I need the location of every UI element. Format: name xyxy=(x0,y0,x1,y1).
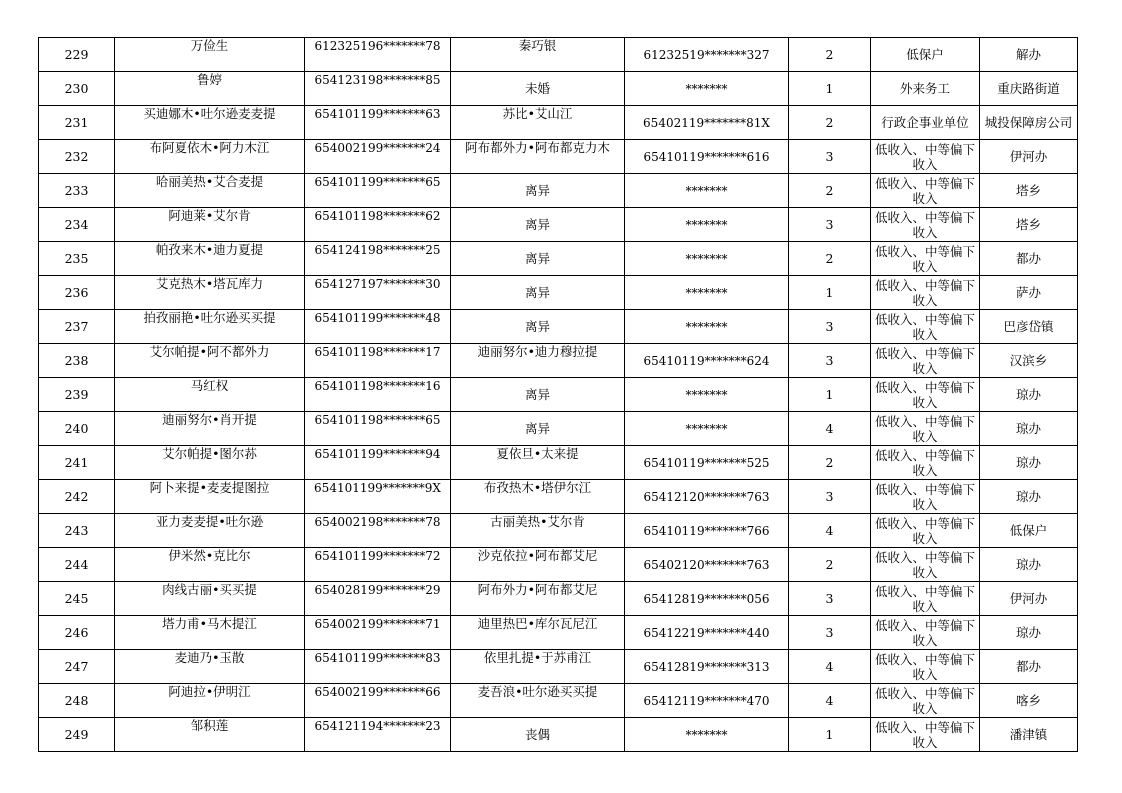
applicant-id-number: 654101199*******83 xyxy=(305,650,451,684)
spouse-id-number: 65412819*******056 xyxy=(625,582,789,616)
household-members: 3 xyxy=(789,208,871,242)
work-unit: 琼办 xyxy=(980,412,1078,446)
work-unit: 琼办 xyxy=(980,480,1078,514)
work-unit: 潘津镇 xyxy=(980,718,1078,752)
applicant-id-number: 654101198*******17 xyxy=(305,344,451,378)
applicant-id-number: 654101199*******72 xyxy=(305,548,451,582)
spouse-name: 秦巧银 xyxy=(451,38,625,72)
applicant-name: 哈丽美热•艾合麦提 xyxy=(115,174,305,208)
spouse-name: 离异 xyxy=(451,174,625,208)
row-number: 232 xyxy=(39,140,115,174)
spouse-name: 古丽美热•艾尔肯 xyxy=(451,514,625,548)
spouse-name: 夏依旦•太来提 xyxy=(451,446,625,480)
table-row xyxy=(39,106,1078,140)
work-unit: 琼办 xyxy=(980,548,1078,582)
row-number: 244 xyxy=(39,548,115,582)
spouse-id-number: ******* xyxy=(625,174,789,208)
row-number: 235 xyxy=(39,242,115,276)
household-members: 3 xyxy=(789,140,871,174)
work-unit: 巴彦岱镇 xyxy=(980,310,1078,344)
household-members: 3 xyxy=(789,344,871,378)
applicant-name: 买迪娜木•吐尔逊麦麦提 xyxy=(115,106,305,140)
household-members: 1 xyxy=(789,378,871,412)
household-members: 4 xyxy=(789,684,871,718)
applicant-name: 艾尔帕提•图尔荪 xyxy=(115,446,305,480)
spouse-id-number: 65410119*******624 xyxy=(625,344,789,378)
row-number: 229 xyxy=(39,38,115,72)
work-unit: 塔乡 xyxy=(980,208,1078,242)
applicant-category: 低收入、中等偏下收入 xyxy=(871,718,980,752)
table-row xyxy=(39,242,1078,276)
applicant-id-number: 654101199*******48 xyxy=(305,310,451,344)
household-members: 4 xyxy=(789,514,871,548)
applicant-category: 低收入、中等偏下收入 xyxy=(871,276,980,310)
household-members: 4 xyxy=(789,650,871,684)
applicant-id-number: 654101199*******94 xyxy=(305,446,451,480)
applicant-name: 鲁婷 xyxy=(115,72,305,106)
table-row xyxy=(39,140,1078,174)
table-row xyxy=(39,344,1078,378)
applicant-category: 低收入、中等偏下收入 xyxy=(871,310,980,344)
row-number: 240 xyxy=(39,412,115,446)
spouse-name: 依里扎提•于苏甫江 xyxy=(451,650,625,684)
spouse-id-number: 65412120*******763 xyxy=(625,480,789,514)
applicant-name: 迪丽努尔•肖开提 xyxy=(115,412,305,446)
table-row xyxy=(39,718,1078,752)
spouse-id-number: ******* xyxy=(625,72,789,106)
applicant-name: 塔力甫•马木提江 xyxy=(115,616,305,650)
applicant-category: 低收入、中等偏下收入 xyxy=(871,140,980,174)
work-unit: 喀乡 xyxy=(980,684,1078,718)
spouse-name: 离异 xyxy=(451,242,625,276)
applicant-name: 帕孜来木•迪力夏提 xyxy=(115,242,305,276)
table-row xyxy=(39,514,1078,548)
household-members: 3 xyxy=(789,616,871,650)
row-number: 243 xyxy=(39,514,115,548)
applicant-category: 行政企事业单位 xyxy=(871,106,980,140)
spouse-name: 离异 xyxy=(451,412,625,446)
applicant-id-number: 654101198*******65 xyxy=(305,412,451,446)
row-number: 238 xyxy=(39,344,115,378)
applicant-name: 万俭生 xyxy=(115,38,305,72)
spouse-name: 阿布都外力•阿布都克力木 xyxy=(451,140,625,174)
applicant-category: 低收入、中等偏下收入 xyxy=(871,684,980,718)
household-members: 2 xyxy=(789,174,871,208)
applicant-name: 麦迪乃•玉散 xyxy=(115,650,305,684)
row-number: 233 xyxy=(39,174,115,208)
applicant-category: 低收入、中等偏下收入 xyxy=(871,412,980,446)
applicant-name: 肉线古丽•买买提 xyxy=(115,582,305,616)
household-members: 1 xyxy=(789,718,871,752)
applicant-name: 马红权 xyxy=(115,378,305,412)
spouse-name: 离异 xyxy=(451,310,625,344)
work-unit: 都办 xyxy=(980,650,1078,684)
work-unit: 琼办 xyxy=(980,446,1078,480)
spouse-name: 迪里热巴•库尔瓦尼江 xyxy=(451,616,625,650)
spouse-name: 离异 xyxy=(451,208,625,242)
applicant-category: 低收入、中等偏下收入 xyxy=(871,208,980,242)
table-row xyxy=(39,582,1078,616)
work-unit: 重庆路街道 xyxy=(980,72,1078,106)
spouse-id-number: ******* xyxy=(625,718,789,752)
housing-roster-table xyxy=(38,37,1078,752)
spouse-id-number: ******* xyxy=(625,276,789,310)
household-members: 4 xyxy=(789,412,871,446)
applicant-name: 邹积莲 xyxy=(115,718,305,752)
applicant-category: 外来务工 xyxy=(871,72,980,106)
applicant-id-number: 654002198*******78 xyxy=(305,514,451,548)
household-members: 2 xyxy=(789,548,871,582)
spouse-name: 苏比•艾山江 xyxy=(451,106,625,140)
spouse-id-number: 65410119*******766 xyxy=(625,514,789,548)
applicant-category: 低收入、中等偏下收入 xyxy=(871,514,980,548)
work-unit: 低保户 xyxy=(980,514,1078,548)
applicant-name: 阿迪莱•艾尔肯 xyxy=(115,208,305,242)
spouse-id-number: 65412219*******440 xyxy=(625,616,789,650)
applicant-name: 布阿夏依木•阿力木江 xyxy=(115,140,305,174)
applicant-category: 低收入、中等偏下收入 xyxy=(871,616,980,650)
row-number: 236 xyxy=(39,276,115,310)
applicant-id-number: 654101199*******65 xyxy=(305,174,451,208)
row-number: 237 xyxy=(39,310,115,344)
work-unit: 都办 xyxy=(980,242,1078,276)
row-number: 241 xyxy=(39,446,115,480)
applicant-id-number: 654002199*******24 xyxy=(305,140,451,174)
work-unit: 琼办 xyxy=(980,616,1078,650)
spouse-id-number: 65410119*******616 xyxy=(625,140,789,174)
applicant-id-number: 654101198*******16 xyxy=(305,378,451,412)
spouse-id-number: 65410119*******525 xyxy=(625,446,789,480)
spouse-id-number: ******* xyxy=(625,242,789,276)
applicant-category: 低收入、中等偏下收入 xyxy=(871,480,980,514)
applicant-name: 艾克热木•塔瓦库力 xyxy=(115,276,305,310)
spouse-id-number: ******* xyxy=(625,378,789,412)
spouse-id-number: 65402120*******763 xyxy=(625,548,789,582)
applicant-id-number: 654028199*******29 xyxy=(305,582,451,616)
table-row xyxy=(39,38,1078,72)
work-unit: 城投保障房公司 xyxy=(980,106,1078,140)
applicant-id-number: 654101198*******62 xyxy=(305,208,451,242)
work-unit: 伊河办 xyxy=(980,582,1078,616)
table-row xyxy=(39,616,1078,650)
household-members: 3 xyxy=(789,480,871,514)
applicant-name: 伊米然•克比尔 xyxy=(115,548,305,582)
applicant-category: 低收入、中等偏下收入 xyxy=(871,378,980,412)
table-row xyxy=(39,548,1078,582)
spouse-id-number: 65412819*******313 xyxy=(625,650,789,684)
applicant-name: 艾尔帕提•阿不都外力 xyxy=(115,344,305,378)
household-members: 2 xyxy=(789,446,871,480)
applicant-id-number: 654121194*******23 xyxy=(305,718,451,752)
table-row xyxy=(39,480,1078,514)
row-number: 242 xyxy=(39,480,115,514)
applicant-id-number: 654002199*******71 xyxy=(305,616,451,650)
household-members: 3 xyxy=(789,582,871,616)
table-row xyxy=(39,72,1078,106)
work-unit: 伊河办 xyxy=(980,140,1078,174)
row-number: 249 xyxy=(39,718,115,752)
applicant-name: 阿卜来提•麦麦提图拉 xyxy=(115,480,305,514)
work-unit: 汉滨乡 xyxy=(980,344,1078,378)
row-number: 248 xyxy=(39,684,115,718)
row-number: 234 xyxy=(39,208,115,242)
applicant-category: 低收入、中等偏下收入 xyxy=(871,650,980,684)
table-row xyxy=(39,684,1078,718)
spouse-id-number: ******* xyxy=(625,208,789,242)
spouse-name: 离异 xyxy=(451,276,625,310)
applicant-name: 阿迪拉•伊明江 xyxy=(115,684,305,718)
spouse-name: 丧偶 xyxy=(451,718,625,752)
applicant-name: 亚力麦麦提•吐尔逊 xyxy=(115,514,305,548)
applicant-id-number: 654101199*******63 xyxy=(305,106,451,140)
table-row xyxy=(39,174,1078,208)
household-members: 1 xyxy=(789,72,871,106)
spouse-id-number: 65402119*******81X xyxy=(625,106,789,140)
applicant-name: 拍孜丽艳•吐尔逊买买提 xyxy=(115,310,305,344)
applicant-id-number: 654127197*******30 xyxy=(305,276,451,310)
spouse-name: 布孜热木•塔伊尔江 xyxy=(451,480,625,514)
applicant-id-number: 654123198*******85 xyxy=(305,72,451,106)
spouse-id-number: ******* xyxy=(625,310,789,344)
household-members: 1 xyxy=(789,276,871,310)
spouse-name: 阿布外力•阿布都艾尼 xyxy=(451,582,625,616)
table-row xyxy=(39,276,1078,310)
work-unit: 塔乡 xyxy=(980,174,1078,208)
household-members: 3 xyxy=(789,310,871,344)
applicant-category: 低收入、中等偏下收入 xyxy=(871,582,980,616)
applicant-id-number: 654002199*******66 xyxy=(305,684,451,718)
spouse-name: 离异 xyxy=(451,378,625,412)
table-row xyxy=(39,412,1078,446)
applicant-id-number: 654101199*******9X xyxy=(305,480,451,514)
table-row xyxy=(39,208,1078,242)
spouse-id-number: ******* xyxy=(625,412,789,446)
spouse-name: 未婚 xyxy=(451,72,625,106)
row-number: 239 xyxy=(39,378,115,412)
table-row xyxy=(39,310,1078,344)
applicant-category: 低收入、中等偏下收入 xyxy=(871,446,980,480)
applicant-id-number: 654124198*******25 xyxy=(305,242,451,276)
applicant-category: 低收入、中等偏下收入 xyxy=(871,344,980,378)
roster-body xyxy=(39,38,1078,752)
applicant-category: 低收入、中等偏下收入 xyxy=(871,242,980,276)
row-number: 245 xyxy=(39,582,115,616)
applicant-category: 低收入、中等偏下收入 xyxy=(871,174,980,208)
household-members: 2 xyxy=(789,38,871,72)
spouse-id-number: 61232519*******327 xyxy=(625,38,789,72)
row-number: 230 xyxy=(39,72,115,106)
applicant-category: 低收入、中等偏下收入 xyxy=(871,548,980,582)
applicant-category: 低保户 xyxy=(871,38,980,72)
table-row xyxy=(39,650,1078,684)
row-number: 247 xyxy=(39,650,115,684)
spouse-name: 沙克依拉•阿布都艾尼 xyxy=(451,548,625,582)
row-number: 246 xyxy=(39,616,115,650)
table-row xyxy=(39,446,1078,480)
household-members: 2 xyxy=(789,242,871,276)
work-unit: 琼办 xyxy=(980,378,1078,412)
household-members: 2 xyxy=(789,106,871,140)
table-row xyxy=(39,378,1078,412)
row-number: 231 xyxy=(39,106,115,140)
applicant-id-number: 612325196*******78 xyxy=(305,38,451,72)
spouse-name: 迪丽努尔•迪力穆拉提 xyxy=(451,344,625,378)
work-unit: 萨办 xyxy=(980,276,1078,310)
spouse-name: 麦吾浪•吐尔逊买买提 xyxy=(451,684,625,718)
spouse-id-number: 65412119*******470 xyxy=(625,684,789,718)
work-unit: 解办 xyxy=(980,38,1078,72)
